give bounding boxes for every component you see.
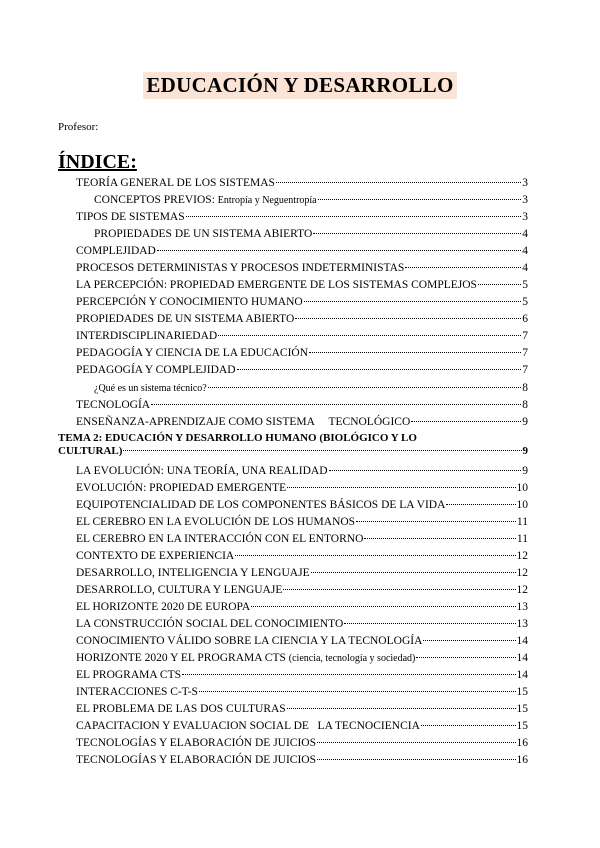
leader-dots xyxy=(313,233,521,234)
toc-entry[interactable] xyxy=(76,296,528,308)
leader-dots xyxy=(344,623,515,624)
toc-entry-page: 5 xyxy=(522,296,528,308)
toc-entry[interactable] xyxy=(76,533,528,545)
toc-entry-page: 15 xyxy=(516,686,528,698)
toc-entry-page: 4 xyxy=(522,245,528,257)
toc-entry-page: 4 xyxy=(522,262,528,274)
leader-dots xyxy=(157,250,521,251)
leader-dots xyxy=(287,487,515,488)
leader-dots xyxy=(276,182,521,183)
toc-entry-page: 5 xyxy=(522,279,528,291)
toc-entry-page: 12 xyxy=(516,584,528,596)
leader-dots xyxy=(411,421,521,422)
toc-entry-title: PROPIEDADES DE UN SISTEMA ABIERTO xyxy=(76,313,295,325)
toc-entry-title: EVOLUCIÓN: PROPIEDAD EMERGENTE xyxy=(76,482,287,494)
tema-2-line-2 xyxy=(58,445,528,458)
toc-entry[interactable] xyxy=(76,211,528,223)
toc-entry[interactable] xyxy=(76,686,528,698)
toc-entry[interactable] xyxy=(94,382,528,394)
toc-entry-page: 3 xyxy=(522,211,528,223)
toc-entry-title: INTERDISCIPLINARIEDAD xyxy=(76,330,218,342)
leader-dots xyxy=(329,470,522,471)
toc-entry-page: 9 xyxy=(522,416,528,428)
leader-dots xyxy=(478,284,521,285)
leader-dots xyxy=(151,404,521,405)
toc-entry[interactable] xyxy=(76,652,528,664)
index-heading: ÍNDICE: xyxy=(58,151,137,173)
toc-entry[interactable] xyxy=(76,279,528,291)
toc-entry-title: PROCESOS DETERMINISTAS Y PROCESOS INDETERMINISTAS xyxy=(76,262,405,274)
toc-entry-title: CONTEXTO DE EXPERIENCIA xyxy=(76,550,235,562)
toc-entry[interactable] xyxy=(76,550,528,562)
leader-dots xyxy=(318,199,522,200)
leader-dots xyxy=(287,708,516,709)
leader-dots xyxy=(421,725,516,726)
toc-entry-title: TEORÍA GENERAL DE LOS SISTEMAS xyxy=(76,177,275,189)
toc-entry[interactable] xyxy=(76,499,528,511)
toc-entry-page: 15 xyxy=(516,703,528,715)
toc-entry-title: PEDAGOGÍA Y CIENCIA DE LA EDUCACIÓN xyxy=(76,347,309,359)
toc-entry-title: TECNOLOGÍAS Y ELABORACIÓN DE JUICIOS xyxy=(76,754,317,766)
leader-dots xyxy=(317,742,515,743)
toc-entry[interactable] xyxy=(76,364,528,376)
toc-entry-page: 14 xyxy=(516,669,528,681)
leader-dots xyxy=(311,572,516,573)
toc-entry-title: ¿Qué es un sistema técnico? xyxy=(94,383,207,394)
title-wrap xyxy=(0,72,600,99)
toc-entry-title-small: Entropía y Neguentropía xyxy=(217,195,317,206)
toc-entry-page: 7 xyxy=(522,364,528,376)
toc-entry-page: 8 xyxy=(522,382,528,394)
toc-entry[interactable] xyxy=(76,416,528,428)
toc-entry-page: 3 xyxy=(522,177,528,189)
toc-entry-page: 9 xyxy=(522,465,528,477)
toc-entry-title: LA PERCEPCIÓN: PROPIEDAD EMERGENTE DE LOS SISTEMAS COMPLEJOS xyxy=(76,279,477,291)
toc-entry[interactable] xyxy=(76,177,528,189)
tema-2-line-2-text: CULTURAL) xyxy=(58,445,123,457)
leader-dots xyxy=(405,267,521,268)
profesor-label: Profesor: xyxy=(58,121,99,133)
toc-entry-title: PROPIEDADES DE UN SISTEMA ABIERTO xyxy=(94,228,313,240)
toc-entry[interactable] xyxy=(76,601,528,613)
toc-entry-title: TIPOS DE SISTEMAS xyxy=(76,211,185,223)
toc-entry-title: EQUIPOTENCIALIDAD DE LOS COMPONENTES BÁSICOS DE LA VIDA xyxy=(76,499,446,511)
leader-dots xyxy=(208,387,522,388)
toc-entry-page: 10 xyxy=(516,499,528,511)
leader-dots xyxy=(283,589,515,590)
tema-2-page: 9 xyxy=(522,445,528,457)
toc-entry[interactable] xyxy=(94,194,528,206)
toc-entry-title: PERCEPCIÓN Y CONOCIMIENTO HUMANO xyxy=(76,296,303,308)
toc-entry-title-main: CONCEPTOS PREVIOS: xyxy=(94,194,218,206)
toc-entry-title: CAPACITACION Y EVALUACION SOCIAL DE LA TECNOCIENCIA xyxy=(76,720,420,732)
toc-entry[interactable] xyxy=(94,228,528,240)
leader-dots xyxy=(317,759,515,760)
leader-dots xyxy=(123,450,521,451)
leader-dots xyxy=(356,521,516,522)
toc-entry-title: COMPLEJIDAD xyxy=(76,245,156,257)
toc-entry-page: 8 xyxy=(522,399,528,411)
leader-dots xyxy=(446,504,515,505)
toc-entry-page: 11 xyxy=(516,516,528,528)
toc-entry-title: PEDAGOGÍA Y COMPLEJIDAD xyxy=(76,364,236,376)
toc-entry-title: DESARROLLO, INTELIGENCIA Y LENGUAJE xyxy=(76,567,310,579)
toc-entry-page: 12 xyxy=(516,567,528,579)
toc-entry[interactable] xyxy=(76,516,528,528)
toc-entry-title: LA CONSTRUCCIÓN SOCIAL DEL CONOCIMIENTO xyxy=(76,618,344,630)
toc-entry-title: EL HORIZONTE 2020 DE EUROPA xyxy=(76,601,251,613)
toc-entry-page: 14 xyxy=(516,635,528,647)
toc-entry-title: INTERACCIONES C-T-S xyxy=(76,686,198,698)
toc-entry-page: 16 xyxy=(516,737,528,749)
toc-entry[interactable] xyxy=(76,618,528,630)
toc-entry-page: 7 xyxy=(522,330,528,342)
toc-entry-page: 15 xyxy=(516,720,528,732)
toc-entry[interactable] xyxy=(76,669,528,681)
leader-dots xyxy=(295,318,521,319)
toc-entry[interactable] xyxy=(76,737,528,749)
toc-entry[interactable] xyxy=(76,465,528,477)
toc-entry[interactable] xyxy=(76,245,528,257)
leader-dots xyxy=(235,555,515,556)
toc-entry[interactable] xyxy=(76,567,528,579)
leader-dots xyxy=(186,216,522,217)
toc-entry-title: TECNOLOGÍA xyxy=(76,399,151,411)
leader-dots xyxy=(304,301,522,302)
toc-entry-page: 16 xyxy=(516,754,528,766)
toc-entry-title: CONOCIMIENTO VÁLIDO SOBRE LA CIENCIA Y LA TECNOLOGÍA xyxy=(76,635,423,647)
toc-entry-page: 4 xyxy=(522,228,528,240)
toc-entry[interactable] xyxy=(76,754,528,766)
leader-dots xyxy=(237,369,522,370)
toc-entry-page: 13 xyxy=(516,601,528,613)
toc-entry-title xyxy=(76,652,415,664)
toc-entry-title-small: (ciencia, tecnología y sociedad) xyxy=(288,653,416,664)
toc-entry[interactable] xyxy=(76,635,528,647)
leader-dots xyxy=(251,606,515,607)
toc-entry-page: 14 xyxy=(516,652,528,664)
leader-dots xyxy=(182,674,515,675)
leader-dots xyxy=(423,640,515,641)
toc-entry[interactable] xyxy=(76,482,528,494)
toc-entry[interactable] xyxy=(76,347,528,359)
toc-entry-page: 12 xyxy=(516,550,528,562)
leader-dots xyxy=(309,352,521,353)
toc-entry-title: EL PROGRAMA CTS xyxy=(76,669,182,681)
toc-tema-2[interactable] xyxy=(58,432,528,458)
toc-entry-page: 11 xyxy=(516,533,528,545)
toc-entry-title: LA EVOLUCIÓN: UNA TEORÍA, UNA REALIDAD xyxy=(76,465,328,477)
toc-entry-title-main: HORIZONTE 2020 Y EL PROGRAMA CTS xyxy=(76,652,289,664)
leader-dots xyxy=(416,657,515,658)
toc-entry-title: EL CEREBRO EN LA EVOLUCIÓN DE LOS HUMANOS xyxy=(76,516,356,528)
tema-2-line-1: TEMA 2: EDUCACIÓN Y DESARROLLO HUMANO (BIOLÓGICO Y LO xyxy=(58,432,417,444)
toc-entry-title: TECNOLOGÍAS Y ELABORACIÓN DE JUICIOS xyxy=(76,737,317,749)
toc-entry-page: 6 xyxy=(522,313,528,325)
leader-dots xyxy=(218,335,521,336)
toc-entry-page: 13 xyxy=(516,618,528,630)
toc-entry-page: 7 xyxy=(522,347,528,359)
toc-entry-title: ENSEÑANZA-APRENDIZAJE COMO SISTEMA TECNOLÓGICO xyxy=(76,416,411,428)
toc-entry-page: 10 xyxy=(516,482,528,494)
toc-entry[interactable] xyxy=(76,313,528,325)
leader-dots xyxy=(364,538,516,539)
document-title: EDUCACIÓN Y DESARROLLO xyxy=(143,72,456,99)
toc-entry-page: 3 xyxy=(522,194,528,206)
toc-entry-title: EL CEREBRO EN LA INTERACCIÓN CON EL ENTORNO xyxy=(76,533,364,545)
toc-entry-title xyxy=(94,194,317,206)
leader-dots xyxy=(199,691,516,692)
toc-entry[interactable] xyxy=(76,720,528,732)
toc-entry-title: EL PROBLEMA DE LAS DOS CULTURAS xyxy=(76,703,286,715)
toc-entry[interactable] xyxy=(76,703,528,715)
toc-entry[interactable] xyxy=(76,262,528,274)
toc-entry[interactable] xyxy=(76,584,528,596)
toc-entry-title: DESARROLLO, CULTURA Y LENGUAJE xyxy=(76,584,283,596)
toc-entry[interactable] xyxy=(76,399,528,411)
toc-entry[interactable] xyxy=(76,330,528,342)
